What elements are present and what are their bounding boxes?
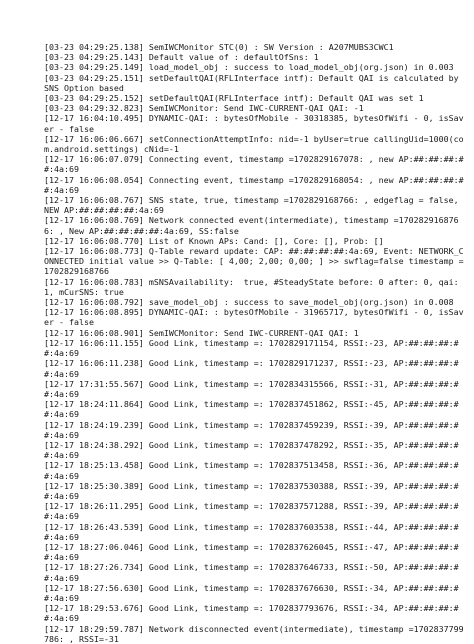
- log-document: [44, 42, 464, 644]
- log-line: [03-23 04:29:32.823] SemIWCMonitor: Send IWC-CURRENT-QAI QAI: -1: [44, 103, 364, 114]
- log-line: [12-17 18:24:38.292] Good Link, timestamp =: 1702837478292, RSSI:-35, AP:##:##:##:##:4a:69: [44, 439, 459, 461]
- log-line: [12-17 16:06:08.769] Network connected event(intermediate), timestamp =1702829168766: , New AP:##:##:##:##:4a:69, SS:false: [44, 215, 459, 236]
- log-line: [03-23 04:29:25.149] load_model_obj : success to load_model_obj(org.json) in 0.003: [44, 62, 454, 73]
- log-line: [12-17 18:27:56.630] Good Link, timestamp =: 1702837676630, RSSI:-34, AP:##:##:##:##:4a:69: [44, 582, 459, 603]
- log-line: [03-23 04:29:25.152] setDefaultQAI(RFLInterface intf): Default QAI was set 1: [44, 93, 424, 104]
- log-line: [03-23 04:29:25.143] Default value of : defaultOfSns: 1: [44, 52, 319, 63]
- log-line: [12-17 18:25:13.458] Good Link, timestamp =: 1702837513458, RSSI:-36, AP:##:##:##:##:4a:69: [44, 460, 459, 481]
- log-line: [12-17 18:26:11.295] Good Link, timestamp =: 1702837571288, RSSI:-39, AP:##:##:##:##:4a:69: [44, 501, 459, 522]
- log-line: [12-17 18:26:43.539] Good Link, timestamp =: 1702837603538, RSSI:-44, AP:##:##:##:##:4a:69: [44, 521, 459, 542]
- log-line: [12-17 16:06:08.770] List of Known APs: Cand: [], Core: [], Prob: []: [44, 235, 384, 246]
- log-line: [12-17 18:25:30.389] Good Link, timestamp =: 1702837530388, RSSI:-39, AP:##:##:##:##:4a:69: [44, 480, 459, 501]
- log-line: [03-23 04:29:25.138] SemIWCMonitor STC(0) : SW Version : A207MUBS3CWC1: [44, 42, 394, 52]
- log-line: [12-17 16:06:08.895] DYNAMIC-QAI: : bytesOfMobile - 31965717, bytesOfWifi - 0, isSaver - false: [44, 307, 464, 328]
- log-line: [12-17 16:06:06.667] setConnectionAttemptInfo: nid=-1 byUser=true callingUid=1000(com.android.settings) cNid=-1: [44, 133, 464, 155]
- log-line: [12-17 16:06:08.767] SNS state, true, timestamp =1702829168766: , edgeflag = false, NEW AP:##:##:##:##:4a:69: [44, 195, 464, 216]
- log-line: [12-17 16:06:07.079] Connecting event, timestamp =1702829167078: , new AP:##:##:##:##:4a:69: [44, 154, 464, 175]
- log-line: [03-23 04:29:25.151] setDefaultQAI(RFLInterface intf): Default QAI is calculated by SNS Option based: [44, 72, 464, 93]
- log-line: [12-17 16:06:08.773] Q-Table reward update: CAP: ##:##:##:##:4a:69, Event: NETWORK_CONNECTED initial value >> Q-Table: [ 4,00; 2,00; 0,00; ] >> swflag=false timestamp =1702829168766: [44, 246, 464, 277]
- log-line: [12-17 16:06:11.238] Good Link, timestamp =: 1702829171237, RSSI:-23, AP:##:##:##:##:4a:69: [44, 358, 459, 379]
- log-line: [12-17 17:31:55.567] Good Link, timestamp =: 1702834315566, RSSI:-31, AP:##:##:##:##:4a:69: [44, 378, 459, 399]
- log-line: [12-17 16:06:11.155] Good Link, timestamp =: 1702829171154, RSSI:-23, AP:##:##:##:##:4a:69: [44, 337, 459, 359]
- log-line: [12-17 18:27:06.046] Good Link, timestamp =: 1702837626045, RSSI:-47, AP:##:##:##:##:4a:69: [44, 541, 459, 563]
- log-line: [12-17 18:24:19.239] Good Link, timestamp =: 1702837459239, RSSI:-39, AP:##:##:##:##:4a:69: [44, 419, 459, 440]
- log-line: [12-17 16:06:08.783] mSNSAvailability: true, #SteadyState before: 0 after: 0, qai: 1, mCurSNS: true: [44, 276, 464, 297]
- log-line: [12-17 18:29:59.787] Network disconnected event(intermediate), timestamp =1702837799786: , RSSI=-31: [44, 623, 464, 644]
- log-line: [12-17 18:29:53.676] Good Link, timestamp =: 1702837793676, RSSI:-34, AP:##:##:##:##:4a:69: [44, 603, 459, 624]
- log-line: [12-17 18:24:11.864] Good Link, timestamp =: 1702837451862, RSSI:-45, AP:##:##:##:##:4a:69: [44, 399, 459, 420]
- log-line: [12-17 16:04:10.495] DYNAMIC-QAI: : bytesOfMobile - 30318385, bytesOfWifi - 0, isSaver - false: [44, 113, 464, 134]
- log-line: [12-17 16:06:08.054] Connecting event, timestamp =1702829168054: , new AP:##:##:##:##:4a:69: [44, 174, 464, 195]
- log-line: [12-17 16:06:08.901] SemIWCMonitor: Send IWC-CURRENT-QAI QAI: 1: [44, 327, 359, 338]
- log-line: [12-17 16:06:08.792] save_model_obj : success to save_model_obj(org.json) in 0.008: [44, 297, 454, 308]
- log-line: [12-17 18:27:26.734] Good Link, timestamp =: 1702837646733, RSSI:-50, AP:##:##:##:##:4a:69: [44, 562, 459, 583]
